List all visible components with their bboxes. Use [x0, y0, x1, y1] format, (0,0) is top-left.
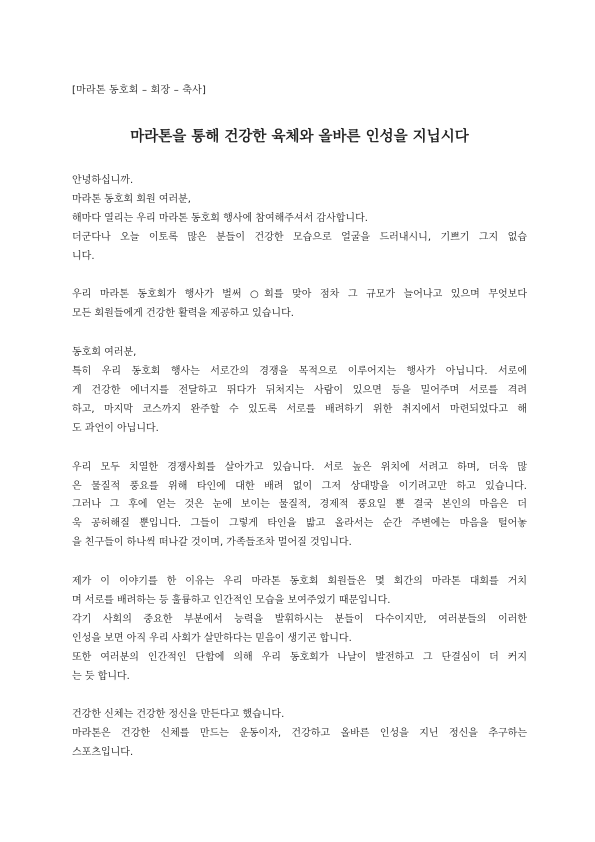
text-line: 스포츠입니다. — [72, 747, 134, 759]
text-line: 게 건강한 에너지를 전달하고 뛰다가 뒤처지는 사람이 있으면 등을 밀어주며 서로를 격려 — [72, 385, 527, 397]
text-line: 우리 모두 치열한 경쟁사회를 살아가고 있습니다. 서로 높은 위치에 서려고 하며, 더욱 많 — [72, 461, 527, 473]
paragraph-closing — [72, 706, 527, 763]
text-line: 니다. — [72, 250, 95, 262]
paragraph-competition — [72, 459, 527, 553]
text-line: 안녕하십니까. — [72, 175, 134, 186]
text-line: 건강한 신체는 건강한 정신을 만든다고 했습니다. — [72, 709, 285, 721]
text-line: 그러나 그 후에 얻는 것은 눈에 보이는 물질적, 경제적 풍요일 뿐 결국 본인의 마음은 더 — [72, 499, 527, 511]
text-line: 며 서로를 배려하는 등 훌륭하고 인간적인 모습을 보여주었기 때문입니다. — [72, 595, 391, 607]
text-line: 욱 공허해질 뿐입니다. 그들이 그렇게 타인을 밟고 올라서는 순간 주변에는 마음을 털어놓 — [72, 518, 527, 530]
document-category: [마라톤 동호회 – 회장 – 축사] — [72, 85, 207, 96]
paragraph-greeting — [72, 172, 527, 266]
paragraph-growth — [72, 286, 527, 324]
document-title: 마라톤을 통해 건강한 육체와 올바른 인성을 지닙시다 — [130, 129, 469, 145]
text-line: 해마다 열리는 우리 마라톤 동호회 행사에 참여해주셔서 감사합니다. — [72, 212, 368, 224]
text-line: 특히 우리 동호회 행사는 서로간의 경쟁을 목적으로 이루어지는 행사가 아닙니다. 서로에 — [72, 366, 527, 378]
text-line: 제가 이 이야기를 한 이유는 우리 마라톤 동호회 회원들은 몇 회간의 마라톤 대회를 거치 — [72, 576, 527, 588]
text-line: 인성을 보면 아직 우리 사회가 살만하다는 믿음이 생기곤 합니다. — [72, 632, 352, 644]
paragraph-members — [72, 573, 527, 686]
text-line: 마라톤 동호회 회원 여러분, — [72, 193, 191, 205]
text-line: 각기 사회의 중요한 부분에서 능력을 발휘하시는 분들이 다수이지만, 여러분들의 이러한 — [72, 613, 527, 625]
text-line: 을 친구들이 하나씩 떠나갈 것이며, 가족들조차 멀어질 것입니다. — [72, 537, 352, 549]
text-line: 마라톤은 건강한 신체를 만드는 운동이자, 건강하고 올바른 인성을 지닌 정신을 추구하는 — [72, 728, 527, 740]
text-line: 도 과언이 아닙니다. — [72, 422, 159, 434]
text-line: 또한 여러분의 인간적인 단합에 의해 우리 동호회가 나날이 발전하고 그 단결심이 더 커지 — [72, 651, 527, 663]
document-page — [72, 84, 527, 783]
text-line: 더군다나 오늘 이토록 많은 분들이 건강한 모습으로 얼굴을 드러내시니, 기쁘기 그지 없습 — [72, 231, 527, 243]
text-line: 모든 회원들에게 건강한 활력을 제공하고 있습니다. — [72, 308, 294, 320]
paragraph-purpose — [72, 344, 527, 438]
text-line: 우리 마라톤 동호회가 행사가 벌써 ○회를 맞아 점차 그 규모가 늘어나고 있으며 무엇보다 — [72, 289, 527, 301]
text-line: 하고, 마지막 코스까지 완주할 수 있도록 서로를 배려하기 위한 취지에서 마련되었다고 해 — [72, 403, 527, 415]
text-line: 은 물질적 풍요를 위해 타인에 대한 배려 없이 그저 상대방을 이기려고만 하고 있습니다. — [72, 480, 527, 492]
text-line: 동호회 여러분, — [72, 347, 137, 359]
text-line: 는 듯 합니다. — [72, 670, 130, 682]
